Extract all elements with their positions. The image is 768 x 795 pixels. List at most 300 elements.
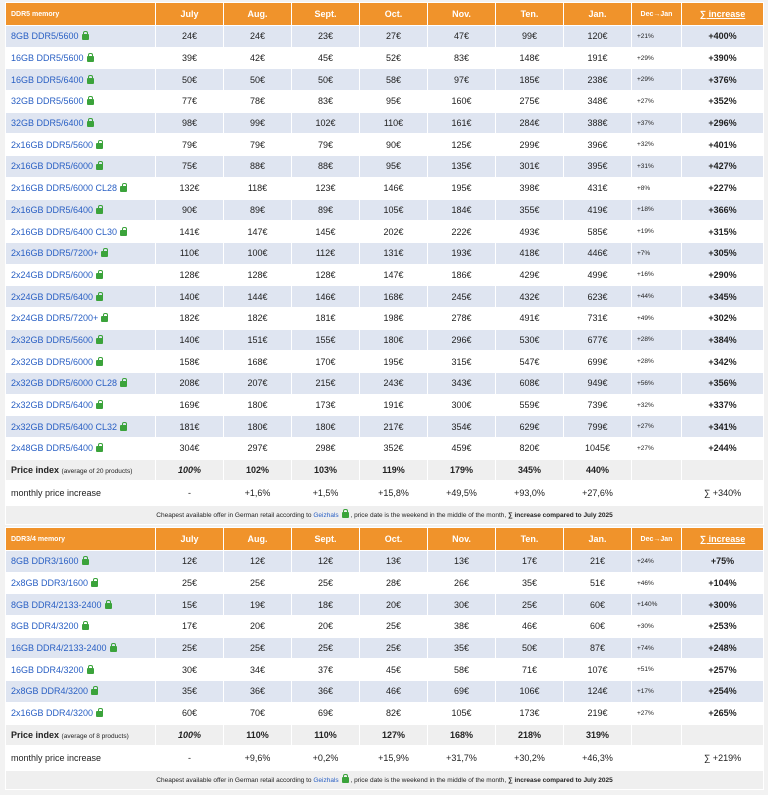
price-cell: 30€ <box>156 659 224 681</box>
month-header: Oct. <box>360 3 428 26</box>
price-cell: 300€ <box>428 394 496 416</box>
total-increase-cell: +390% <box>682 47 764 69</box>
price-cell: 191€ <box>360 394 428 416</box>
product-link[interactable] <box>6 47 156 69</box>
price-cell: 88€ <box>224 156 292 178</box>
product-name[interactable]: 2x48GB DDR5/6400 <box>11 443 94 454</box>
table-row <box>6 242 764 264</box>
price-cell: 58€ <box>360 69 428 91</box>
price-cell: 25€ <box>224 572 292 594</box>
price-cell: 160€ <box>428 91 496 113</box>
monthly-increase-cell: +1,6% <box>224 481 292 506</box>
footnote-row <box>6 506 764 525</box>
price-index-cell: 319% <box>564 724 632 746</box>
total-increase-cell: +104% <box>682 572 764 594</box>
table-row <box>6 394 764 416</box>
price-cell: 169€ <box>156 394 224 416</box>
month-header: Jan. <box>564 528 632 551</box>
price-cell: 299€ <box>496 134 564 156</box>
price-cell: 207€ <box>224 373 292 395</box>
total-increase-cell: +400% <box>682 26 764 48</box>
price-cell: 623€ <box>564 286 632 308</box>
price-cell: 50€ <box>156 69 224 91</box>
price-cell: 34€ <box>224 659 292 681</box>
month-header: Nov. <box>428 528 496 551</box>
total-increase-cell: +290% <box>682 264 764 286</box>
price-cell: 198€ <box>360 307 428 329</box>
total-increase-cell: +345% <box>682 286 764 308</box>
pct-change-cell: +27% <box>632 416 682 438</box>
price-cell: 208€ <box>156 373 224 395</box>
product-name[interactable]: 2x8GB DDR3/1600 <box>11 578 89 589</box>
product-link[interactable] <box>6 199 156 221</box>
product-name[interactable]: 32GB DDR5/6400 <box>11 118 84 129</box>
monthly-increase-cell: +46,3% <box>564 746 632 771</box>
price-cell: 388€ <box>564 112 632 134</box>
ddr34-price-table <box>5 527 764 790</box>
price-cell: 297€ <box>224 438 292 460</box>
price-cell: 491€ <box>496 307 564 329</box>
lock-icon <box>82 559 89 565</box>
price-cell: 298€ <box>292 438 360 460</box>
table-row <box>6 91 764 113</box>
month-header: Jan. <box>564 3 632 26</box>
product-link[interactable] <box>6 572 156 594</box>
table-row <box>6 156 764 178</box>
price-index-cell: 127% <box>360 724 428 746</box>
empty-cell <box>632 459 682 481</box>
price-cell: 155€ <box>292 329 360 351</box>
price-cell: 12€ <box>224 551 292 573</box>
table-row <box>6 264 764 286</box>
price-cell: 170€ <box>292 351 360 373</box>
price-cell: 530€ <box>496 329 564 351</box>
price-index-label-cell <box>6 459 156 481</box>
price-cell: 97€ <box>428 69 496 91</box>
price-cell: 243€ <box>360 373 428 395</box>
price-cell: 168€ <box>360 286 428 308</box>
ddr34-table-title: DDR3/4 memory <box>6 528 156 551</box>
price-cell: 193€ <box>428 242 496 264</box>
pct-change-cell: +16% <box>632 264 682 286</box>
price-cell: 140€ <box>156 329 224 351</box>
price-cell: 24€ <box>156 26 224 48</box>
pct-change-cell: +17% <box>632 681 682 703</box>
price-cell: 100€ <box>224 242 292 264</box>
product-name[interactable]: 16GB DDR5/5600 <box>11 53 84 64</box>
table-row <box>6 47 764 69</box>
price-cell: 42€ <box>224 47 292 69</box>
lock-icon <box>96 208 103 214</box>
price-cell: 431€ <box>564 177 632 199</box>
pct-change-cell: +29% <box>632 69 682 91</box>
product-name[interactable]: 16GB DDR4/2133-2400 <box>11 643 107 654</box>
price-cell: 52€ <box>360 47 428 69</box>
sum-increase-header[interactable]: ∑ increase <box>682 528 764 551</box>
price-cell: 60€ <box>564 594 632 616</box>
total-increase-cell: +356% <box>682 373 764 395</box>
sum-increase-header[interactable]: ∑ increase <box>682 3 764 26</box>
price-cell: 180€ <box>360 329 428 351</box>
empty-cell <box>632 481 682 506</box>
lock-icon <box>110 646 117 652</box>
table-row <box>6 199 764 221</box>
product-link[interactable] <box>6 702 156 724</box>
price-index-note: (average of 20 products) <box>61 468 133 476</box>
monthly-increase-cell: +1,5% <box>292 481 360 506</box>
price-cell: 181€ <box>292 307 360 329</box>
month-header: Nov. <box>428 3 496 26</box>
month-header: Aug. <box>224 3 292 26</box>
monthly-increase-cell: +30,2% <box>496 746 564 771</box>
price-cell: 128€ <box>224 264 292 286</box>
product-name[interactable]: 8GB DDR3/1600 <box>11 556 79 567</box>
price-cell: 83€ <box>428 47 496 69</box>
product-name[interactable]: 2x16GB DDR5/6000 CL28 <box>11 183 118 194</box>
lock-icon <box>82 624 89 630</box>
price-cell: 343€ <box>428 373 496 395</box>
price-cell: 25€ <box>156 572 224 594</box>
lock-icon <box>82 34 89 40</box>
lock-icon <box>87 56 94 62</box>
total-increase-cell: +401% <box>682 134 764 156</box>
lock-icon <box>96 711 103 717</box>
price-cell: 25€ <box>496 594 564 616</box>
price-cell: 110€ <box>156 242 224 264</box>
pct-change-cell: +8% <box>632 177 682 199</box>
price-cell: 168€ <box>224 351 292 373</box>
total-increase-cell: +244% <box>682 438 764 460</box>
pct-change-cell: +49% <box>632 307 682 329</box>
product-link[interactable] <box>6 329 156 351</box>
price-cell: 60€ <box>156 702 224 724</box>
product-name[interactable]: 2x16GB DDR5/6000 <box>11 161 94 172</box>
pct-change-cell: +18% <box>632 199 682 221</box>
price-cell: 99€ <box>496 26 564 48</box>
price-cell: 95€ <box>360 156 428 178</box>
product-link[interactable] <box>6 616 156 638</box>
product-link[interactable] <box>6 551 156 573</box>
total-increase-cell: +384% <box>682 329 764 351</box>
price-cell: 184€ <box>428 199 496 221</box>
price-index-cell: 110% <box>292 724 360 746</box>
table-row <box>6 416 764 438</box>
price-index-cell: 440% <box>564 459 632 481</box>
price-cell: 105€ <box>360 199 428 221</box>
table-row <box>6 637 764 659</box>
monthly-total-cell: ∑ +219% <box>682 746 764 771</box>
price-cell: 77€ <box>156 91 224 113</box>
price-cell: 110€ <box>360 112 428 134</box>
table-row <box>6 329 764 351</box>
product-name[interactable]: 2x32GB DDR5/5600 <box>11 334 94 345</box>
geizhals-link[interactable]: Geizhals <box>313 511 339 519</box>
product-link[interactable] <box>6 438 156 460</box>
product-link[interactable] <box>6 681 156 703</box>
price-cell: 731€ <box>564 307 632 329</box>
price-index-cell: 119% <box>360 459 428 481</box>
ddr34-header-row <box>6 528 764 551</box>
product-name[interactable]: 32GB DDR5/5600 <box>11 96 84 107</box>
price-cell: 71€ <box>496 659 564 681</box>
lock-icon <box>96 360 103 366</box>
price-cell: 83€ <box>292 91 360 113</box>
pct-change-cell: +29% <box>632 47 682 69</box>
product-name[interactable]: 16GB DDR4/3200 <box>11 664 84 675</box>
price-index-note: (average of 8 products) <box>61 732 129 740</box>
price-cell: 396€ <box>564 134 632 156</box>
pct-change-cell: +140% <box>632 594 682 616</box>
product-link[interactable] <box>6 373 156 395</box>
product-link[interactable] <box>6 242 156 264</box>
pct-change-cell: +51% <box>632 659 682 681</box>
pct-change-header: Dec→Jan <box>632 528 682 551</box>
total-increase-cell: +427% <box>682 156 764 178</box>
price-cell: 28€ <box>360 572 428 594</box>
price-cell: 398€ <box>496 177 564 199</box>
price-cell: 25€ <box>360 637 428 659</box>
table-row <box>6 112 764 134</box>
table-row <box>6 681 764 703</box>
product-link[interactable] <box>6 416 156 438</box>
total-increase-cell: +352% <box>682 91 764 113</box>
month-header: July <box>156 528 224 551</box>
product-name[interactable]: 2x24GB DDR5/6000 <box>11 269 94 280</box>
price-cell: 499€ <box>564 264 632 286</box>
price-cell: 17€ <box>156 616 224 638</box>
product-link[interactable] <box>6 177 156 199</box>
table-row <box>6 221 764 243</box>
product-link[interactable] <box>6 351 156 373</box>
price-cell: 60€ <box>564 616 632 638</box>
price-index-cell: 345% <box>496 459 564 481</box>
price-cell: 395€ <box>564 156 632 178</box>
price-cell: 25€ <box>224 637 292 659</box>
price-cell: 585€ <box>564 221 632 243</box>
product-name[interactable]: 2x32GB DDR5/6400 CL32 <box>11 421 118 432</box>
product-name[interactable]: 2x24GB DDR5/7200+ <box>11 313 99 324</box>
monthly-total-cell: ∑ +340% <box>682 481 764 506</box>
lock-icon <box>342 512 349 518</box>
price-cell: 493€ <box>496 221 564 243</box>
price-cell: 79€ <box>292 134 360 156</box>
product-name[interactable]: 2x16GB DDR5/6400 CL30 <box>11 226 118 237</box>
product-link[interactable] <box>6 264 156 286</box>
geizhals-link[interactable]: Geizhals <box>313 776 339 784</box>
price-cell: 180€ <box>224 394 292 416</box>
price-cell: 46€ <box>496 616 564 638</box>
price-cell: 13€ <box>360 551 428 573</box>
product-link[interactable] <box>6 307 156 329</box>
product-link[interactable] <box>6 134 156 156</box>
price-cell: 112€ <box>292 242 360 264</box>
price-cell: 559€ <box>496 394 564 416</box>
product-name[interactable]: 2x16GB DDR5/6400 <box>11 204 94 215</box>
price-cell: 278€ <box>428 307 496 329</box>
price-cell: 739€ <box>564 394 632 416</box>
price-cell: 106€ <box>496 681 564 703</box>
price-cell: 87€ <box>564 637 632 659</box>
price-cell: 820€ <box>496 438 564 460</box>
product-name[interactable]: 8GB DDR4/3200 <box>11 621 79 632</box>
product-name[interactable]: 2x32GB DDR5/6000 <box>11 356 94 367</box>
product-name[interactable]: 8GB DDR4/2133-2400 <box>11 599 102 610</box>
monthly-increase-label: monthly price increase <box>6 481 156 506</box>
monthly-increase-cell: +93,0% <box>496 481 564 506</box>
price-cell: 301€ <box>496 156 564 178</box>
product-name[interactable]: 2x24GB DDR5/6400 <box>11 291 94 302</box>
monthly-increase-cell: +49,5% <box>428 481 496 506</box>
empty-cell <box>682 724 764 746</box>
pct-change-cell: +37% <box>632 112 682 134</box>
price-cell: 181€ <box>156 416 224 438</box>
price-cell: 195€ <box>428 177 496 199</box>
pct-change-cell: +44% <box>632 286 682 308</box>
monthly-increase-cell: - <box>156 481 224 506</box>
price-cell: 135€ <box>428 156 496 178</box>
price-cell: 46€ <box>360 681 428 703</box>
price-cell: 99€ <box>224 112 292 134</box>
lock-icon <box>96 338 103 344</box>
table-row <box>6 659 764 681</box>
total-increase-cell: +227% <box>682 177 764 199</box>
table-row <box>6 177 764 199</box>
price-cell: 799€ <box>564 416 632 438</box>
price-cell: 25€ <box>292 637 360 659</box>
price-cell: 629€ <box>496 416 564 438</box>
product-name[interactable]: 2x16GB DDR5/5600 <box>11 139 94 150</box>
product-link[interactable] <box>6 69 156 91</box>
product-link[interactable] <box>6 659 156 681</box>
lock-icon <box>342 777 349 783</box>
product-link[interactable] <box>6 637 156 659</box>
price-index-cell: 102% <box>224 459 292 481</box>
price-cell: 102€ <box>292 112 360 134</box>
lock-icon <box>96 446 103 452</box>
product-link[interactable] <box>6 26 156 48</box>
price-index-cell: 103% <box>292 459 360 481</box>
lock-icon <box>96 143 103 149</box>
price-cell: 75€ <box>156 156 224 178</box>
price-cell: 304€ <box>156 438 224 460</box>
empty-cell <box>632 746 682 771</box>
price-cell: 27€ <box>360 26 428 48</box>
empty-cell <box>682 459 764 481</box>
price-cell: 88€ <box>292 156 360 178</box>
price-cell: 132€ <box>156 177 224 199</box>
pct-change-cell: +30% <box>632 616 682 638</box>
price-cell: 89€ <box>292 199 360 221</box>
table-row <box>6 438 764 460</box>
total-increase-cell: +300% <box>682 594 764 616</box>
footnote-text: Cheapest available offer in German retail according to <box>156 511 312 519</box>
footnote-row <box>6 771 764 790</box>
price-cell: 12€ <box>156 551 224 573</box>
ddr5-header-row <box>6 3 764 26</box>
product-link[interactable] <box>6 286 156 308</box>
product-link[interactable] <box>6 112 156 134</box>
monthly-increase-row <box>6 746 764 771</box>
price-cell: 25€ <box>292 572 360 594</box>
total-increase-cell: +248% <box>682 637 764 659</box>
price-cell: 98€ <box>156 112 224 134</box>
price-cell: 275€ <box>496 91 564 113</box>
price-cell: 15€ <box>156 594 224 616</box>
price-cell: 36€ <box>224 681 292 703</box>
product-name[interactable]: 2x16GB DDR4/3200 <box>11 708 94 719</box>
price-cell: 47€ <box>428 26 496 48</box>
pct-change-cell: +28% <box>632 351 682 373</box>
total-increase-cell: +265% <box>682 702 764 724</box>
price-cell: 315€ <box>428 351 496 373</box>
product-name[interactable]: 2x32GB DDR5/6400 <box>11 400 94 411</box>
product-link[interactable] <box>6 594 156 616</box>
price-cell: 50€ <box>224 69 292 91</box>
pct-change-cell: +24% <box>632 551 682 573</box>
table-row <box>6 69 764 91</box>
product-link[interactable] <box>6 91 156 113</box>
price-cell: 217€ <box>360 416 428 438</box>
price-cell: 429€ <box>496 264 564 286</box>
price-cell: 23€ <box>292 26 360 48</box>
monthly-increase-row <box>6 481 764 506</box>
price-index-cell: 100% <box>156 724 224 746</box>
product-name[interactable]: 2x16GB DDR5/7200+ <box>11 248 99 259</box>
month-header: Ten. <box>496 3 564 26</box>
price-cell: 245€ <box>428 286 496 308</box>
pct-change-cell: +27% <box>632 438 682 460</box>
lock-icon <box>91 581 98 587</box>
price-cell: 79€ <box>156 134 224 156</box>
price-index-label: Price index <box>11 465 60 476</box>
product-link[interactable] <box>6 156 156 178</box>
product-name[interactable]: 2x32GB DDR5/6000 CL28 <box>11 378 118 389</box>
product-name[interactable]: 2x8GB DDR4/3200 <box>11 686 89 697</box>
price-cell: 25€ <box>156 637 224 659</box>
price-cell: 69€ <box>428 681 496 703</box>
price-cell: 37€ <box>292 659 360 681</box>
table-row <box>6 307 764 329</box>
price-cell: 161€ <box>428 112 496 134</box>
price-index-label-cell <box>6 724 156 746</box>
product-link[interactable] <box>6 221 156 243</box>
price-cell: 18€ <box>292 594 360 616</box>
price-cell: 182€ <box>224 307 292 329</box>
pct-change-header: Dec→Jan <box>632 3 682 26</box>
price-cell: 191€ <box>564 47 632 69</box>
price-cell: 147€ <box>224 221 292 243</box>
price-cell: 296€ <box>428 329 496 351</box>
price-cell: 547€ <box>496 351 564 373</box>
product-name[interactable]: 8GB DDR5/5600 <box>11 31 79 42</box>
monthly-increase-cell: +0,2% <box>292 746 360 771</box>
product-name[interactable]: 16GB DDR5/6400 <box>11 74 84 85</box>
price-cell: 418€ <box>496 242 564 264</box>
ddr5-price-table <box>5 2 764 525</box>
price-cell: 677€ <box>564 329 632 351</box>
price-cell: 123€ <box>292 177 360 199</box>
price-cell: 124€ <box>564 681 632 703</box>
lock-icon <box>120 230 127 236</box>
lock-icon <box>96 403 103 409</box>
total-increase-cell: +337% <box>682 394 764 416</box>
product-link[interactable] <box>6 394 156 416</box>
price-cell: 419€ <box>564 199 632 221</box>
total-increase-cell: +296% <box>682 112 764 134</box>
lock-icon <box>87 78 94 84</box>
lock-icon <box>120 425 127 431</box>
price-cell: 20€ <box>224 616 292 638</box>
